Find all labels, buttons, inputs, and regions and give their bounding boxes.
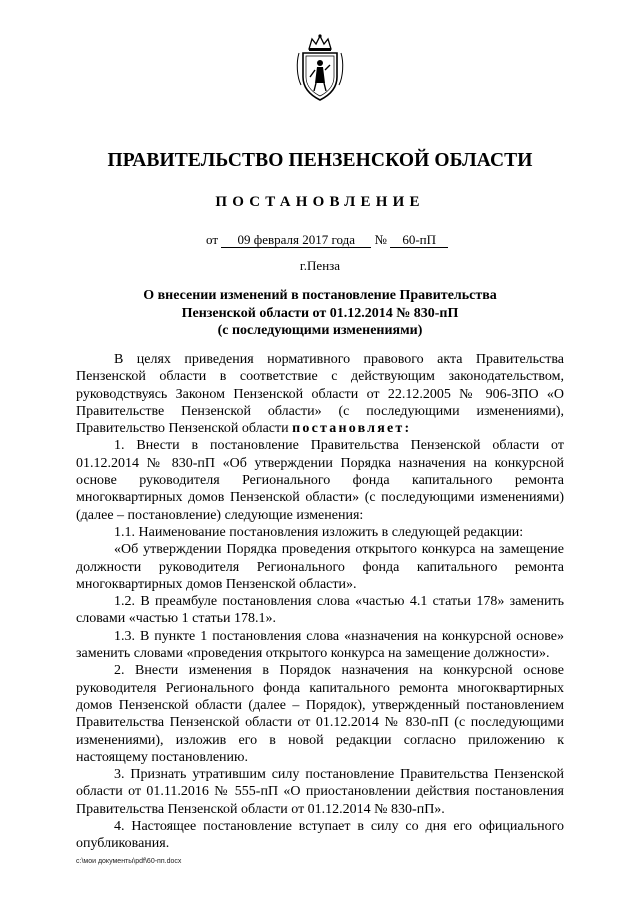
heading-line: О внесении изменений в постановление Правительства: [143, 288, 497, 303]
document-heading: [100, 287, 540, 340]
document-number: 60-пП: [390, 233, 448, 248]
body-paragraph: 1.1. Наименование постановления изложить в следующей редакции:: [114, 524, 524, 540]
body-paragraph: 2. Внести изменения в Порядок назначения на конкурсной основе руководителя Регионального фонда капитального ремонта многоквартирных домов Пензенской области (далее – Порядок), утвержденный постановлением Правительства Пензенской области от 01.12.2014 № 830-пП (с последующими изменениями), изложив его в новой редакции согласно приложению к настоящему постановлению.: [76, 663, 564, 765]
coat-of-arms-icon: [295, 33, 345, 103]
document-date: 09 февраля 2017 года: [221, 233, 371, 248]
body-paragraph: 3. Признать утратившим силу постановление Правительства Пензенской области от 01.11.2016 № 555-пП «О приостановлении действия постановления Правительства Пензенской области от 01.12.2014 № 830-пП».: [76, 767, 564, 817]
date-number-line: [206, 232, 448, 248]
number-sign: №: [374, 232, 387, 247]
body-paragraph: 1.2. В преамбуле постановления слова «частью 4.1 статьи 178» заменить словами «частью 1 статьи 178.1».: [76, 594, 564, 627]
government-title: ПРАВИТЕЛЬСТВО ПЕНЗЕНСКОЙ ОБЛАСТИ: [107, 150, 533, 171]
heading-line: Пензенской области от 01.12.2014 № 830-пП: [181, 305, 459, 321]
body-paragraph: 1. Внести в постановление Правительства Пензенской области от 01.12.2014 № 830-пП «Об утверждении Порядка назначения на конкурсной основе руководителя Регионального фонда капитального ремонта многоквартирных домов Пензенской области» (с последующими изменениями) (далее – постановление) следующие изменения:: [76, 438, 564, 523]
heading-line: (с последующими изменениями): [217, 323, 423, 338]
file-path-footer: c:\мои документы\pdf\60-пп.docx: [76, 858, 182, 865]
body-paragraph: 4. Настоящее постановление вступает в силу со дня его официального опубликования.: [76, 819, 564, 852]
body-paragraph: 1.3. В пункте 1 постановления слова «назначения на конкурсной основе» заменить словами «проведения открытого конкурса на замещение должности».: [76, 628, 564, 662]
resolves-keyword: постановляет:: [292, 421, 412, 437]
body-paragraph: «Об утверждении Порядка проведения открытого конкурса на замещение должности руководителя Регионального фонда капитального ремонта многоквартирных домов Пензенской области».: [76, 542, 564, 592]
preamble-text: В целях приведения нормативного правового акта Правительства Пензенской области в соответствие с действующим законодательством, руководствуясь Законом Пензенской области от 22.12.2005 № 906-ЗПО «О Правительстве Пензенской области» (с последующими изменениями), Правительство Пензенской области: [76, 352, 564, 437]
date-prefix: от: [206, 232, 219, 247]
document-type: ПОСТАНОВЛЕНИЕ: [215, 194, 425, 210]
city: г.Пенза: [299, 258, 341, 273]
document-body: [76, 351, 564, 853]
body-paragraph: [76, 351, 564, 437]
